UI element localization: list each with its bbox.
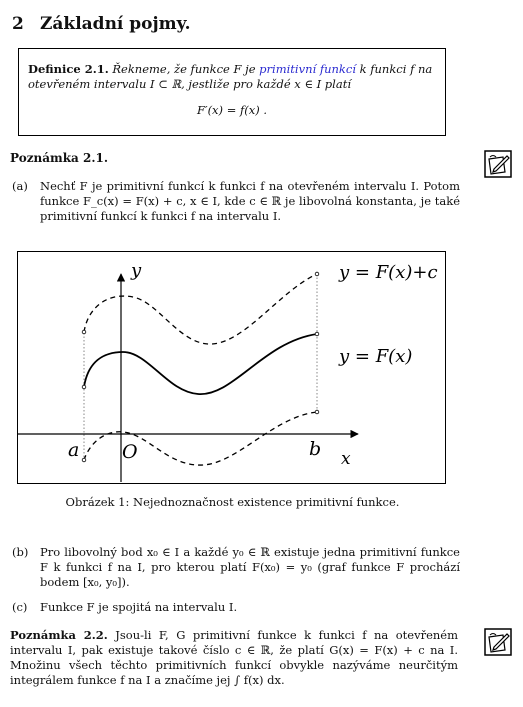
notepad-pencil-icon[interactable] [484, 628, 512, 656]
remark-heading: Poznámka 2.1. [10, 151, 109, 165]
figure-frame [17, 251, 446, 484]
list-item-label: (a) [12, 179, 28, 193]
section-heading [12, 14, 191, 34]
list-item-text: Nechť F je primitivní funkcí k funkci f na otevřeném intervalu I. Potom funkce F_c(x) = F(x) + c, x ∈ I, kde c ∈ ℝ je libovolná konstanta, je také primitivní funkcí k funkci f na intervalu I. [40, 179, 460, 223]
definition-text-after: k funkci f na otevřeném intervalu I ⊂ ℝ, jestliže pro každé x ∈ I platí [28, 62, 433, 91]
y-axis-label: y [131, 260, 142, 281]
label-b: b [309, 438, 322, 460]
definition-label: Definice 2.1. [28, 62, 109, 76]
definition-formula: F′(x) = f(x) . [196, 103, 268, 117]
list-item-text: Pro libovolný bod x₀ ∈ I a každé y₀ ∈ ℝ existuje jedna primitivní funkce F k funkci f na I, pro kterou platí F(x₀) = y₀ (graf funkce F prochází bodem [x₀, y₀]). [40, 545, 460, 589]
list-item-a [12, 179, 472, 227]
section-number: 2 [12, 14, 24, 34]
definition-term-link[interactable]: primitivní funkcí [259, 62, 356, 76]
label-a: a [68, 439, 80, 461]
x-axis-label: x [341, 449, 351, 469]
figure-graph [18, 252, 447, 485]
label-origin: O [122, 441, 138, 463]
curve-f-minus-c [84, 412, 317, 465]
section-title: Základní pojmy. [40, 14, 191, 34]
list-item-label: (c) [12, 600, 28, 614]
definition-text-before: Řekneme, že funkce F je [112, 62, 256, 76]
list-item-c [12, 600, 472, 616]
curve-f-plus-c [84, 274, 317, 344]
list-item-text: Funkce F je spojitá na intervalu I. [40, 600, 238, 614]
remark-2-2-heading: Poznámka 2.2. [10, 628, 108, 642]
label-curve-top: y = F(x)+c [339, 262, 438, 283]
curve-f [84, 334, 317, 394]
remark-2-2 [10, 628, 458, 688]
notepad-pencil-icon[interactable] [484, 150, 512, 178]
definition-text [28, 62, 442, 92]
figure-caption: Obrázek 1: Nejednoznačnost existence primitivní funkce. [65, 495, 400, 509]
list-item-label: (b) [12, 545, 29, 559]
label-curve-mid: y = F(x) [339, 346, 413, 367]
list-item-b [12, 545, 472, 593]
remark-2-2-text: Jsou-li F, G primitivní funkce k funkci f na otevřeném intervalu I, pak existuje takové číslo c ∈ ℝ, že platí G(x) = F(x) + c na I. Množinu všech těchto primitivních funkcí obvykle nazýváme neurčitým integrálem funkce f na I a značíme jej ∫ f(x) dx. [10, 628, 458, 687]
